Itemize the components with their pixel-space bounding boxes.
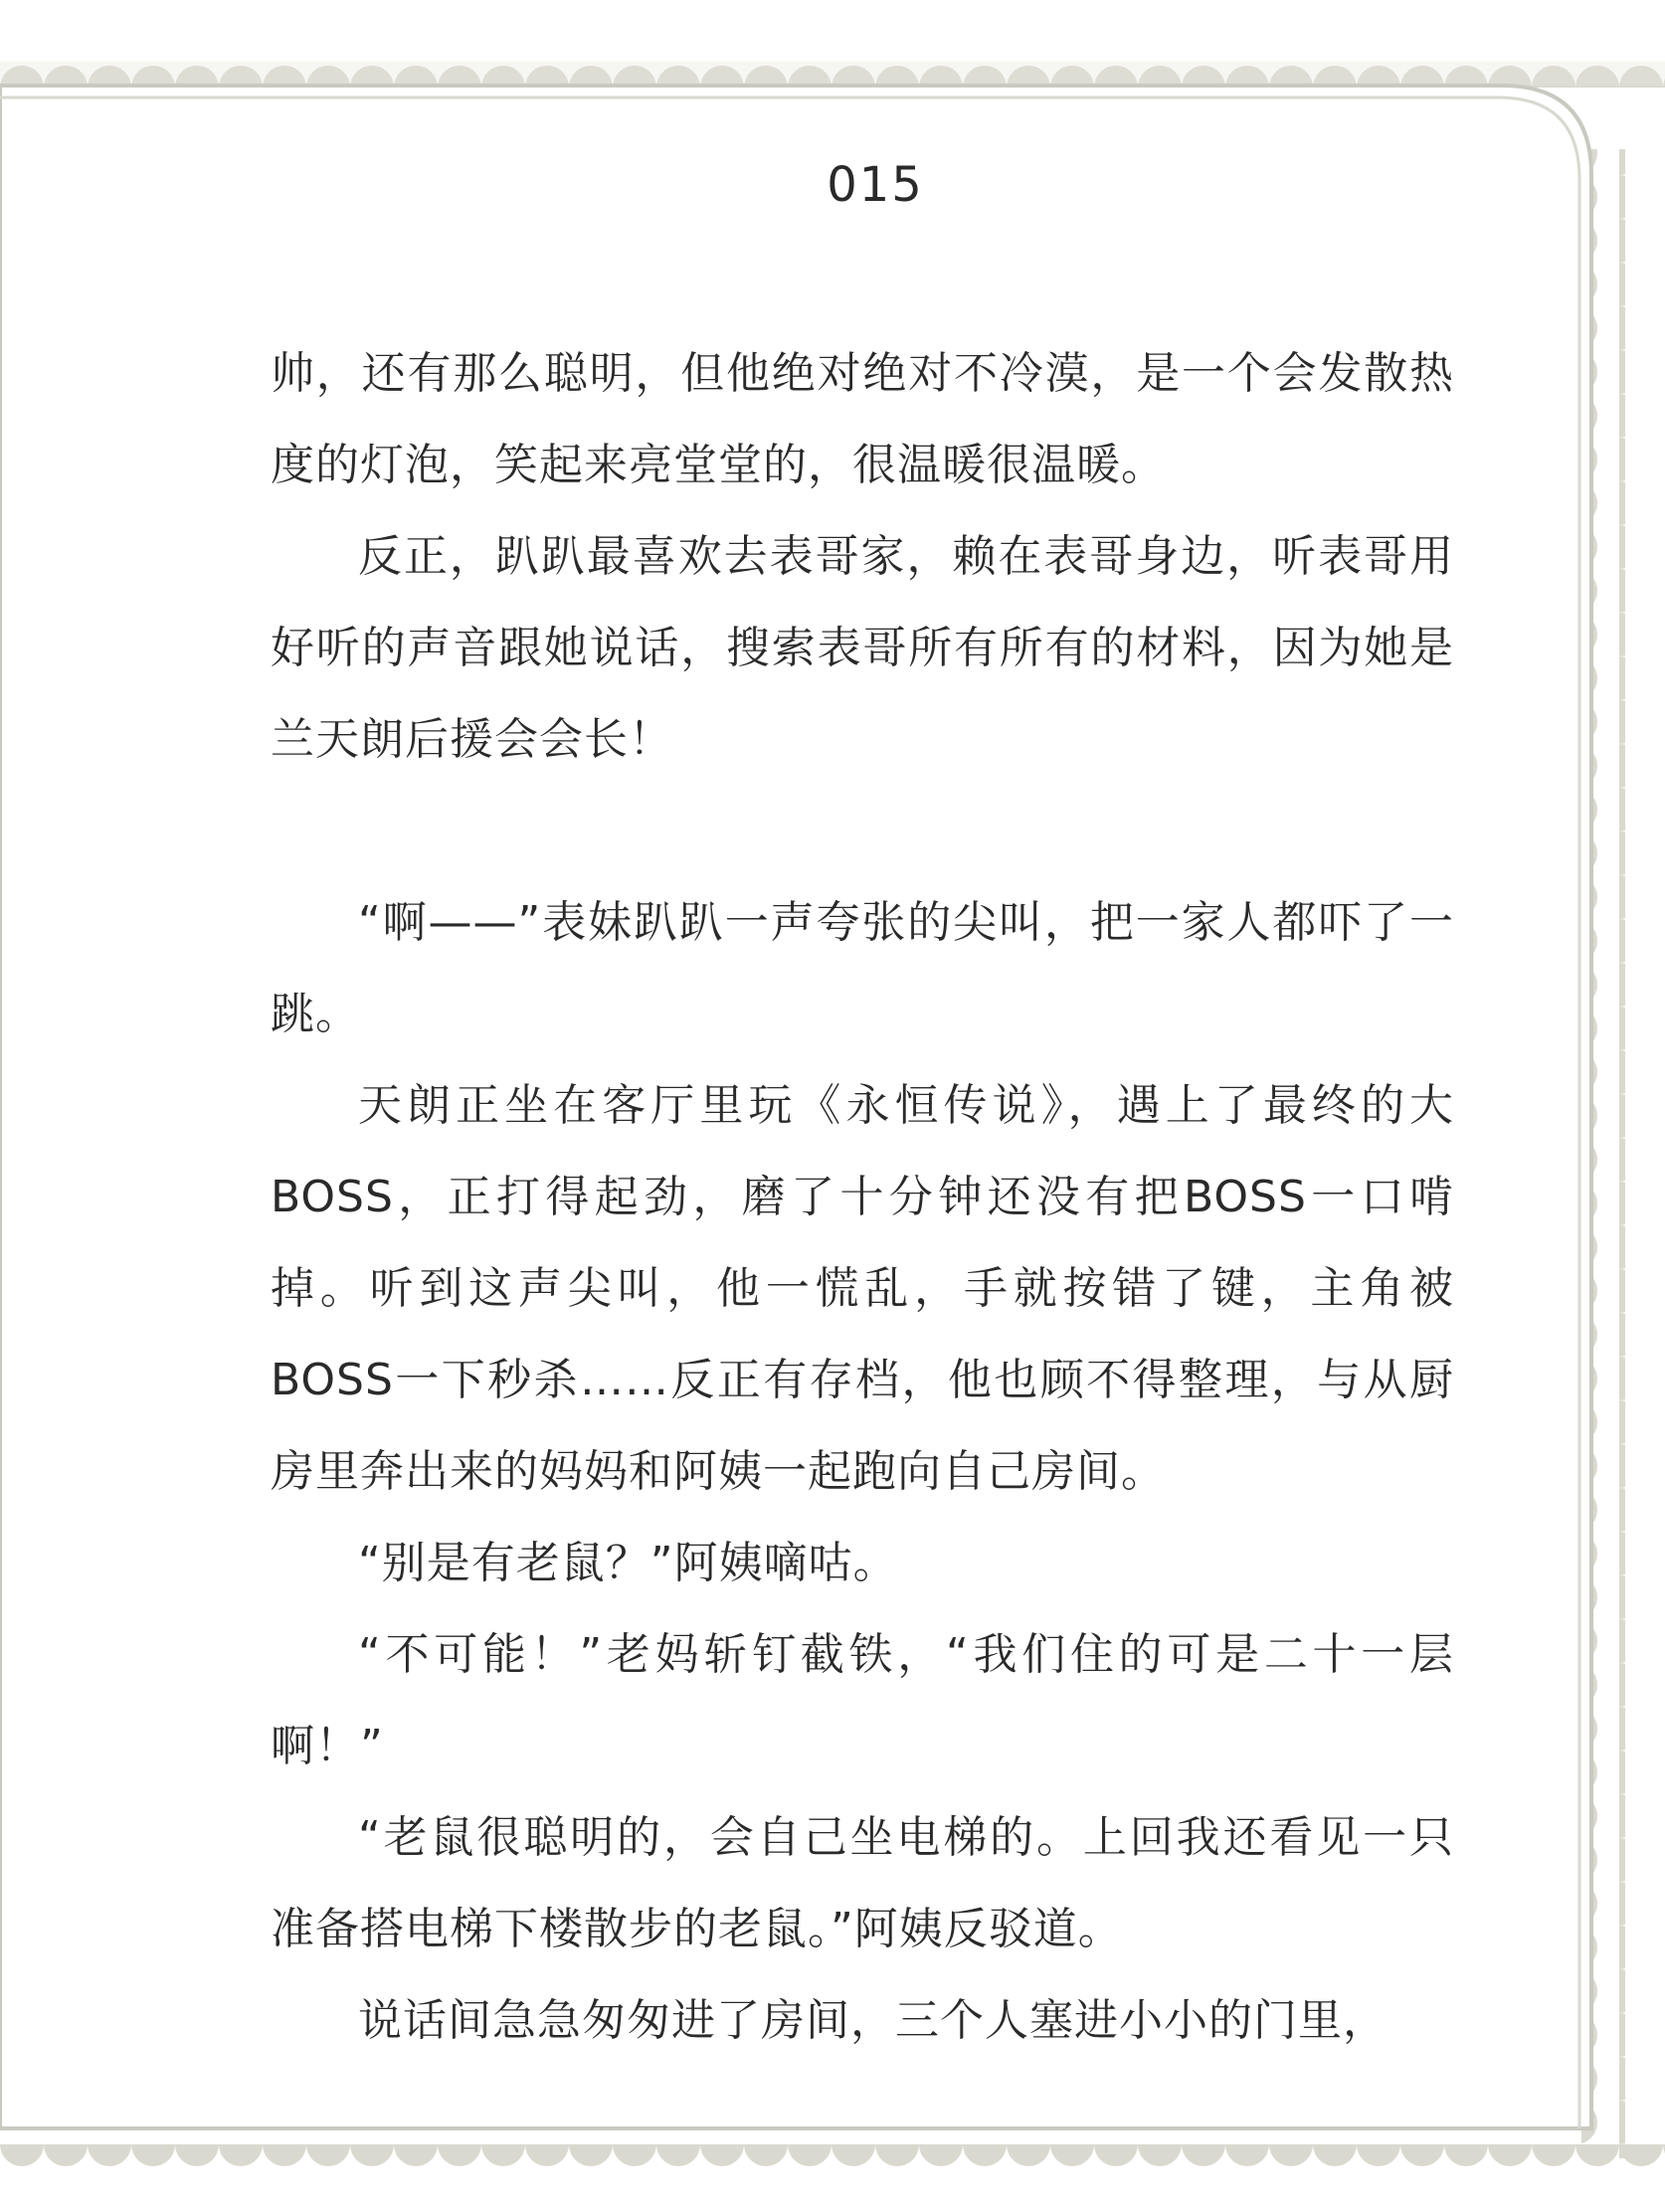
page-number: 015: [827, 157, 924, 213]
paragraph: “啊——”表妹趴趴一声夸张的尖叫，把一家人都吓了一跳。: [271, 897, 1454, 1039]
paragraph: 反正，趴趴最喜欢去表哥家，赖在表哥身边，听表哥用好听的声音跟她说话，搜索表哥所有所有的材料，因为她是兰天朗后援会会长！: [271, 531, 1454, 765]
body-text: [271, 328, 1454, 2067]
paragraph: “别是有老鼠？”阿姨嘀咕。: [358, 1538, 898, 1588]
paragraph: 帅，还有那么聪明，但他绝对绝对不冷漠，是一个会发散热度的灯泡，笑起来亮堂堂的，很温暖很温暖。: [271, 348, 1454, 490]
paragraph: “不可能！”老妈斩钉截铁，“我们住的可是二十一层啊！”: [271, 1629, 1454, 1771]
paragraph: 天朗正坐在客厅里玩《永恒传说》，遇上了最终的大BOSS，正打得起劲，磨了十分钟还没有把BOSS一口啃掉。听到这声尖叫，他一慌乱，手就按错了键，主角被BOSS一下秒杀……反正有存档，他也顾不得整理，与从厨房里奔出来的妈妈和阿姨一起跑向自己房间。: [271, 1080, 1454, 1497]
paragraph: 说话间急急匆匆进了房间，三个人塞进小小的门里，: [358, 1995, 1388, 2046]
paragraph: “老鼠很聪明的，会自己坐电梯的。上回我还看见一只准备搭电梯下楼散步的老鼠。”阿姨反驳道。: [271, 1812, 1454, 1954]
